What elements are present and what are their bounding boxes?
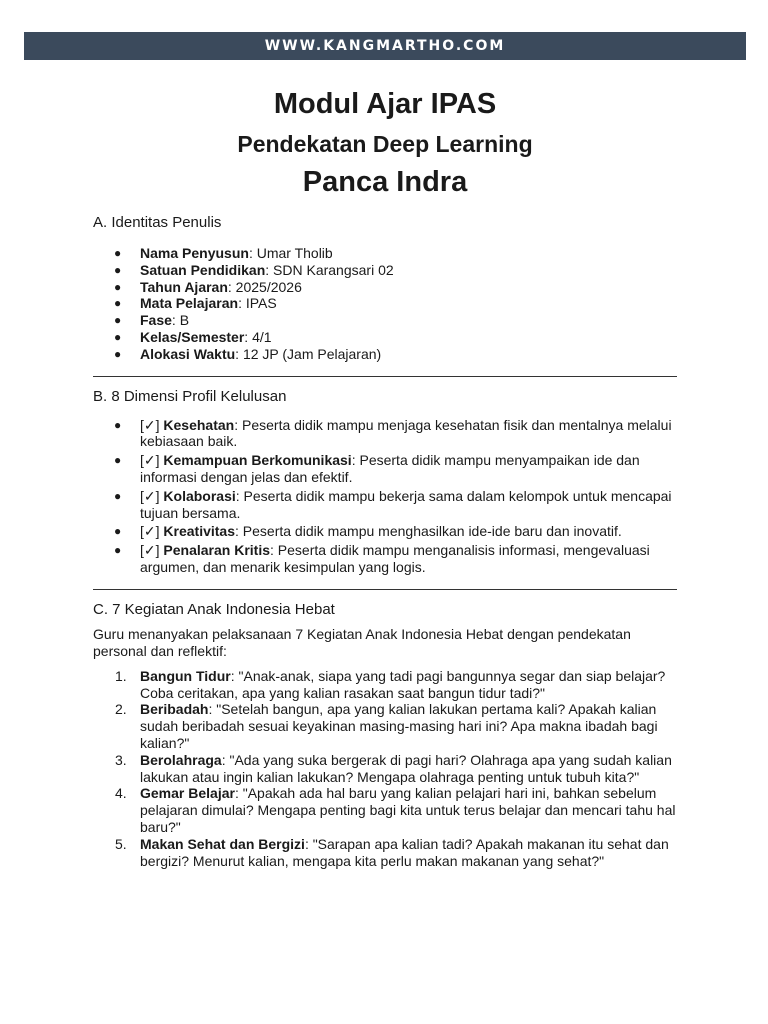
bullet-icon: ● bbox=[114, 346, 122, 361]
list-item bbox=[93, 295, 677, 312]
item-label: Alokasi Waktu bbox=[140, 345, 236, 362]
checkmark-icon: [✓] bbox=[140, 542, 164, 559]
item-value: : "Apakah ada hal baru yang kalian pelajari hari ini, bahkan sebelum pelajaran dimulai? Mengapa penting bagi kita untuk terus belajar dan mencari tahu hal baru?" bbox=[140, 785, 676, 835]
item-number: 3. bbox=[115, 751, 127, 768]
section-divider bbox=[93, 589, 677, 590]
identitas-list bbox=[93, 245, 677, 363]
list-item bbox=[93, 279, 677, 296]
item-label: Bangun Tidur bbox=[140, 667, 231, 684]
item-label: Kelas/Semester bbox=[140, 328, 245, 345]
item-value: : "Sarapan apa kalian tadi? Apakah makanan itu sehat dan bergizi? Menurut kalian, mengapa kita perlu makan makanan yang sehat?" bbox=[140, 835, 669, 869]
section-profil-kelulusan bbox=[93, 387, 677, 576]
section-heading-c: C. 7 Kegiatan Anak Indonesia Hebat bbox=[93, 600, 335, 618]
list-item bbox=[93, 668, 677, 702]
bullet-icon: ● bbox=[114, 453, 122, 468]
item-label: Nama Penyusun bbox=[140, 245, 249, 261]
list-item bbox=[93, 417, 677, 451]
item-value: : "Anak-anak, siapa yang tadi pagi bangunnya segar dan siap belajar? Coba ceritakan, apa yang kalian rasakan saat bangun tidur tadi?" bbox=[140, 667, 666, 701]
item-value: : 12 JP (Jam Pelajaran) bbox=[235, 345, 382, 362]
checkmark-icon: [✓] bbox=[140, 416, 164, 433]
list-item bbox=[93, 752, 677, 786]
list-item bbox=[93, 701, 677, 751]
bullet-icon: ● bbox=[114, 488, 122, 503]
item-label: Makan Sehat dan Bergizi bbox=[140, 835, 305, 852]
item-label: Penalaran Kritis bbox=[163, 542, 271, 559]
item-value: : 4/1 bbox=[244, 328, 272, 345]
topic-title: Panca Indra bbox=[302, 166, 468, 198]
list-item bbox=[93, 785, 677, 835]
section-heading-b: B. 8 Dimensi Profil Kelulusan bbox=[93, 387, 287, 405]
list-item bbox=[93, 836, 677, 870]
section-intro: Guru menanyakan pelaksanaan 7 Kegiatan Anak Indonesia Hebat dengan pendekatan personal dan reflektif: bbox=[93, 625, 631, 659]
bullet-icon: ● bbox=[114, 313, 122, 328]
item-value: : Peserta didik mampu bekerja sama dalam kelompok untuk mencapai tujuan bersama. bbox=[140, 487, 672, 521]
item-value: : 2025/2026 bbox=[227, 278, 302, 295]
item-value: : "Ada yang suka bergerak di pagi hari? Olahraga apa yang sudah kalian lakukan atau ingin kalian lakukan? Mengapa olahraga penting untuk tubuh kita?" bbox=[140, 751, 672, 785]
checkmark-icon: [✓] bbox=[140, 523, 164, 540]
document-body bbox=[93, 84, 677, 869]
kegiatan-list bbox=[93, 668, 677, 870]
list-item bbox=[93, 542, 677, 576]
checkmark-icon: [✓] bbox=[140, 487, 164, 504]
checkmark-icon: [✓] bbox=[140, 452, 164, 469]
item-label: Kesehatan bbox=[163, 416, 235, 433]
item-number: 5. bbox=[115, 835, 127, 852]
list-item bbox=[93, 312, 677, 329]
bullet-icon: ● bbox=[114, 524, 122, 539]
section-divider bbox=[93, 376, 677, 377]
list-item bbox=[93, 245, 677, 262]
section-heading-a: A. Identitas Penulis bbox=[93, 214, 222, 231]
list-item bbox=[93, 329, 677, 346]
item-label: Gemar Belajar bbox=[140, 785, 235, 802]
item-label: Beribadah bbox=[140, 701, 209, 718]
bullet-icon: ● bbox=[114, 246, 122, 260]
profil-list bbox=[93, 417, 677, 576]
section-identitas bbox=[93, 213, 677, 363]
item-number: 1. bbox=[115, 667, 127, 684]
list-item bbox=[93, 346, 677, 363]
site-banner: WWW.KANGMARTHO.COM bbox=[24, 32, 746, 60]
bullet-icon: ● bbox=[114, 279, 122, 294]
item-label: Mata Pelajaran bbox=[140, 295, 239, 312]
bullet-icon: ● bbox=[114, 417, 122, 432]
list-item bbox=[93, 523, 677, 540]
item-label: Fase bbox=[140, 312, 172, 329]
bullet-icon: ● bbox=[114, 329, 122, 344]
item-value: : Peserta didik mampu menghasilkan ide-ide baru dan inovatif. bbox=[235, 523, 622, 540]
page-title: Modul Ajar IPAS bbox=[273, 88, 497, 120]
bullet-icon: ● bbox=[114, 262, 122, 277]
item-value: : B bbox=[171, 312, 190, 329]
bullet-icon: ● bbox=[114, 296, 122, 311]
item-label: Satuan Pendidikan bbox=[140, 261, 266, 278]
item-value: : Peserta didik mampu menjaga kesehatan fisik dan mentalnya melalui kebiasaan baik. bbox=[140, 416, 672, 450]
item-label: Berolahraga bbox=[140, 751, 222, 768]
item-number: 4. bbox=[115, 785, 127, 802]
item-value: : Peserta didik mampu menganalisis informasi, mengevaluasi argumen, dan menarik kesimpulan yang logis. bbox=[140, 542, 650, 575]
item-number: 2. bbox=[115, 701, 127, 718]
section-kegiatan bbox=[93, 600, 677, 870]
item-value: : "Setelah bangun, apa yang kalian lakukan pertama kali? Apakah kalian sudah beribadah sesuai keyakinan masing-masing hari ini? Apa makna ibadah bagi kalian?" bbox=[140, 701, 658, 751]
item-value: : Peserta didik mampu menyampaikan ide dan informasi dengan jelas dan efektif. bbox=[140, 452, 640, 485]
item-label: Kolaborasi bbox=[163, 487, 236, 504]
list-item bbox=[93, 488, 677, 522]
item-label: Kemampuan Berkomunikasi bbox=[163, 452, 352, 469]
list-item bbox=[93, 262, 677, 279]
bullet-icon: ● bbox=[114, 543, 122, 558]
item-label: Tahun Ajaran bbox=[140, 278, 228, 295]
item-label: Kreativitas bbox=[163, 523, 235, 540]
item-value: : IPAS bbox=[238, 295, 277, 312]
item-value: : SDN Karangsari 02 bbox=[265, 261, 394, 278]
list-item bbox=[93, 452, 677, 486]
item-value: : Umar Tholib bbox=[248, 245, 333, 261]
page-subtitle: Pendekatan Deep Learning bbox=[237, 131, 533, 157]
